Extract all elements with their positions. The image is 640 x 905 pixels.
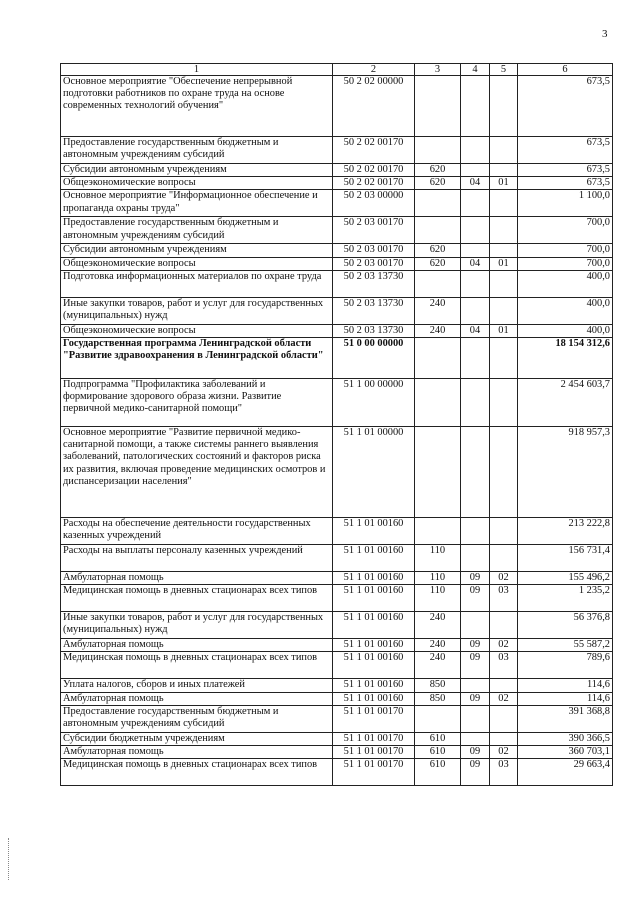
row-type-cell (415, 379, 461, 427)
row-type-cell (415, 705, 461, 732)
row-sum-cell: 390 366,5 (518, 732, 613, 745)
row-subsection-cell: 03 (490, 585, 518, 612)
row-name-cell: Иные закупки товаров, работ и услуг для государственных (муниципальных) нужд (61, 612, 333, 639)
row-section-cell (461, 217, 490, 244)
table-row (61, 379, 613, 427)
row-code-cell: 51 1 01 00160 (333, 652, 415, 679)
row-subsection-cell: 03 (490, 652, 518, 679)
table-row (61, 324, 613, 337)
row-name-cell: Субсидии бюджетным учреждениям (61, 732, 333, 745)
row-subsection-cell (490, 164, 518, 177)
row-section-cell (461, 545, 490, 572)
row-sum-cell: 673,5 (518, 177, 613, 190)
table-row (61, 652, 613, 679)
row-code-cell: 50 2 03 13730 (333, 270, 415, 297)
table-row (61, 692, 613, 705)
row-section-cell (461, 732, 490, 745)
row-name-cell: Предоставление государственным бюджетным и автономным учреждениям субсидий (61, 705, 333, 732)
row-subsection-cell: 02 (490, 746, 518, 759)
row-type-cell (415, 137, 461, 164)
table-row (61, 572, 613, 585)
row-type-cell (415, 427, 461, 518)
row-section-cell (461, 679, 490, 692)
row-type-cell: 610 (415, 732, 461, 745)
row-name-cell: Предоставление государственным бюджетным и автономным учреждениям субсидий (61, 137, 333, 164)
row-subsection-cell (490, 190, 518, 217)
row-subsection-cell: 03 (490, 759, 518, 786)
table-row (61, 76, 613, 137)
table-row (61, 137, 613, 164)
table-row (61, 217, 613, 244)
row-section-cell: 09 (461, 759, 490, 786)
row-subsection-cell (490, 76, 518, 137)
row-code-cell: 51 1 01 00160 (333, 612, 415, 639)
row-name-cell: Иные закупки товаров, работ и услуг для государственных (муниципальных) нужд (61, 297, 333, 324)
row-code-cell: 51 1 01 00170 (333, 705, 415, 732)
row-code-cell: 50 2 02 00170 (333, 177, 415, 190)
header-col-3: 3 (415, 64, 461, 76)
header-row (61, 64, 613, 76)
row-name-cell: Уплата налогов, сборов и иных платежей (61, 679, 333, 692)
row-name-cell: Основное мероприятие "Обеспечение непрерывной подготовки работников по охране труда на основе современных технологий обучения" (61, 76, 333, 137)
table-row (61, 639, 613, 652)
row-subsection-cell: 01 (490, 257, 518, 270)
row-sum-cell: 29 663,4 (518, 759, 613, 786)
row-type-cell (415, 270, 461, 297)
row-name-cell: Подготовка информационных материалов по охране труда (61, 270, 333, 297)
row-code-cell: 51 1 01 00160 (333, 692, 415, 705)
row-section-cell (461, 244, 490, 257)
row-sum-cell: 700,0 (518, 217, 613, 244)
table-body (61, 76, 613, 786)
row-name-cell: Амбулаторная помощь (61, 572, 333, 585)
row-sum-cell: 213 222,8 (518, 518, 613, 545)
row-name-cell: Медицинская помощь в дневных стационарах всех типов (61, 585, 333, 612)
row-type-cell: 610 (415, 759, 461, 786)
row-type-cell: 610 (415, 746, 461, 759)
row-name-cell: Медицинская помощь в дневных стационарах всех типов (61, 652, 333, 679)
row-subsection-cell (490, 217, 518, 244)
row-code-cell: 51 1 01 00160 (333, 545, 415, 572)
row-section-cell (461, 705, 490, 732)
row-sum-cell: 114,6 (518, 679, 613, 692)
row-type-cell: 110 (415, 545, 461, 572)
row-subsection-cell (490, 545, 518, 572)
row-sum-cell: 700,0 (518, 257, 613, 270)
row-code-cell: 50 2 03 00000 (333, 190, 415, 217)
row-section-cell: 09 (461, 639, 490, 652)
row-subsection-cell (490, 732, 518, 745)
row-name-cell: Медицинская помощь в дневных стационарах всех типов (61, 759, 333, 786)
row-code-cell: 50 2 03 00170 (333, 217, 415, 244)
row-type-cell: 620 (415, 257, 461, 270)
row-name-cell: Общеэкономические вопросы (61, 257, 333, 270)
row-type-cell (415, 217, 461, 244)
row-section-cell (461, 137, 490, 164)
row-code-cell: 50 2 02 00000 (333, 76, 415, 137)
row-name-cell: Предоставление государственным бюджетным и автономным учреждениям субсидий (61, 217, 333, 244)
row-type-cell (415, 190, 461, 217)
row-name-cell: Расходы на выплаты персоналу казенных учреждений (61, 545, 333, 572)
row-sum-cell: 918 957,3 (518, 427, 613, 518)
row-sum-cell: 1 100,0 (518, 190, 613, 217)
row-subsection-cell: 01 (490, 324, 518, 337)
row-sum-cell: 789,6 (518, 652, 613, 679)
row-section-cell (461, 338, 490, 379)
table-row (61, 679, 613, 692)
row-code-cell: 50 2 03 00170 (333, 257, 415, 270)
row-type-cell: 850 (415, 679, 461, 692)
row-code-cell: 50 2 02 00170 (333, 137, 415, 164)
row-name-cell: Основное мероприятие "Развитие первичной медико-санитарной помощи, а также системы раннего выявления заболеваний, патологических состояний и факторов риска их развития, включая проведение медицинских осмотров и диспансеризации населения" (61, 427, 333, 518)
row-section-cell: 09 (461, 746, 490, 759)
row-code-cell: 51 1 01 00170 (333, 746, 415, 759)
table-row (61, 732, 613, 745)
row-section-cell (461, 518, 490, 545)
row-sum-cell: 156 731,4 (518, 545, 613, 572)
row-sum-cell: 673,5 (518, 164, 613, 177)
row-section-cell (461, 379, 490, 427)
row-subsection-cell: 02 (490, 572, 518, 585)
row-type-cell: 240 (415, 297, 461, 324)
row-section-cell (461, 427, 490, 518)
row-sum-cell: 400,0 (518, 324, 613, 337)
row-name-cell: Субсидии автономным учреждениям (61, 244, 333, 257)
table-row (61, 518, 613, 545)
row-sum-cell: 18 154 312,6 (518, 338, 613, 379)
row-type-cell: 240 (415, 612, 461, 639)
row-type-cell: 850 (415, 692, 461, 705)
row-subsection-cell (490, 427, 518, 518)
row-subsection-cell (490, 612, 518, 639)
row-type-cell (415, 76, 461, 137)
row-type-cell: 620 (415, 177, 461, 190)
row-subsection-cell (490, 338, 518, 379)
row-type-cell: 110 (415, 572, 461, 585)
row-sum-cell: 155 496,2 (518, 572, 613, 585)
row-name-cell: Амбулаторная помощь (61, 692, 333, 705)
row-sum-cell: 673,5 (518, 76, 613, 137)
row-name-cell: Амбулаторная помощь (61, 746, 333, 759)
table-row (61, 759, 613, 786)
row-code-cell: 51 0 00 00000 (333, 338, 415, 379)
row-sum-cell: 400,0 (518, 297, 613, 324)
table-row (61, 585, 613, 612)
row-type-cell (415, 518, 461, 545)
row-name-cell: Общеэкономические вопросы (61, 177, 333, 190)
row-subsection-cell (490, 705, 518, 732)
row-name-cell: Субсидии автономным учреждениям (61, 164, 333, 177)
row-code-cell: 50 2 03 13730 (333, 324, 415, 337)
row-subsection-cell: 01 (490, 177, 518, 190)
table-row (61, 338, 613, 379)
row-section-cell: 04 (461, 177, 490, 190)
row-code-cell: 51 1 01 00160 (333, 639, 415, 652)
row-sum-cell: 673,5 (518, 137, 613, 164)
table-row (61, 257, 613, 270)
row-subsection-cell (490, 379, 518, 427)
row-name-cell: Основное мероприятие "Информационное обеспечение и пропаганда охраны труда" (61, 190, 333, 217)
row-section-cell: 04 (461, 257, 490, 270)
row-subsection-cell: 02 (490, 639, 518, 652)
table-row (61, 612, 613, 639)
row-code-cell: 51 1 01 00170 (333, 732, 415, 745)
row-section-cell (461, 190, 490, 217)
row-code-cell: 51 1 01 00160 (333, 679, 415, 692)
row-type-cell: 620 (415, 164, 461, 177)
row-sum-cell: 1 235,2 (518, 585, 613, 612)
table-row (61, 190, 613, 217)
row-section-cell (461, 164, 490, 177)
row-sum-cell: 391 368,8 (518, 705, 613, 732)
row-type-cell: 620 (415, 244, 461, 257)
row-sum-cell: 400,0 (518, 270, 613, 297)
page-number: 3 (602, 28, 608, 40)
row-section-cell (461, 270, 490, 297)
row-subsection-cell (490, 297, 518, 324)
table-row (61, 545, 613, 572)
row-type-cell (415, 338, 461, 379)
row-sum-cell: 55 587,2 (518, 639, 613, 652)
table-row (61, 746, 613, 759)
row-section-cell (461, 297, 490, 324)
row-subsection-cell (490, 518, 518, 545)
row-subsection-cell: 02 (490, 692, 518, 705)
header-col-2: 2 (333, 64, 415, 76)
row-section-cell: 04 (461, 324, 490, 337)
row-section-cell: 09 (461, 572, 490, 585)
table-row (61, 705, 613, 732)
row-sum-cell: 114,6 (518, 692, 613, 705)
row-subsection-cell (490, 244, 518, 257)
row-type-cell: 240 (415, 324, 461, 337)
row-name-cell: Расходы на обеспечение деятельности государственных казенных учреждений (61, 518, 333, 545)
row-subsection-cell (490, 137, 518, 164)
scan-edge-mark (8, 838, 10, 880)
row-name-cell: Амбулаторная помощь (61, 639, 333, 652)
row-name-cell: Подпрограмма "Профилактика заболеваний и формирование здорового образа жизни. Развитие первичной медико-санитарной помощи" (61, 379, 333, 427)
row-subsection-cell (490, 679, 518, 692)
table-row (61, 244, 613, 257)
row-section-cell: 09 (461, 585, 490, 612)
row-code-cell: 51 1 00 00000 (333, 379, 415, 427)
row-name-cell: Государственная программа Ленинградской области "Развитие здравоохранения в Ленинградской области" (61, 338, 333, 379)
header-col-1: 1 (61, 64, 333, 76)
row-section-cell (461, 612, 490, 639)
table-row (61, 270, 613, 297)
row-code-cell: 50 2 03 00170 (333, 244, 415, 257)
row-code-cell: 51 1 01 00160 (333, 518, 415, 545)
row-type-cell: 240 (415, 639, 461, 652)
header-col-5: 5 (490, 64, 518, 76)
header-col-6: 6 (518, 64, 613, 76)
row-code-cell: 50 2 02 00170 (333, 164, 415, 177)
row-code-cell: 51 1 01 00160 (333, 572, 415, 585)
row-name-cell: Общеэкономические вопросы (61, 324, 333, 337)
table-row (61, 164, 613, 177)
row-code-cell: 50 2 03 13730 (333, 297, 415, 324)
table-row (61, 427, 613, 518)
row-code-cell: 51 1 01 00170 (333, 759, 415, 786)
row-subsection-cell (490, 270, 518, 297)
row-section-cell (461, 76, 490, 137)
row-code-cell: 51 1 01 00000 (333, 427, 415, 518)
row-sum-cell: 56 376,8 (518, 612, 613, 639)
table-row (61, 297, 613, 324)
row-section-cell: 09 (461, 692, 490, 705)
row-sum-cell: 700,0 (518, 244, 613, 257)
table-row (61, 177, 613, 190)
budget-table (60, 63, 613, 786)
row-type-cell: 240 (415, 652, 461, 679)
row-type-cell: 110 (415, 585, 461, 612)
row-section-cell: 09 (461, 652, 490, 679)
row-sum-cell: 360 703,1 (518, 746, 613, 759)
header-col-4: 4 (461, 64, 490, 76)
row-code-cell: 51 1 01 00160 (333, 585, 415, 612)
row-sum-cell: 2 454 603,7 (518, 379, 613, 427)
